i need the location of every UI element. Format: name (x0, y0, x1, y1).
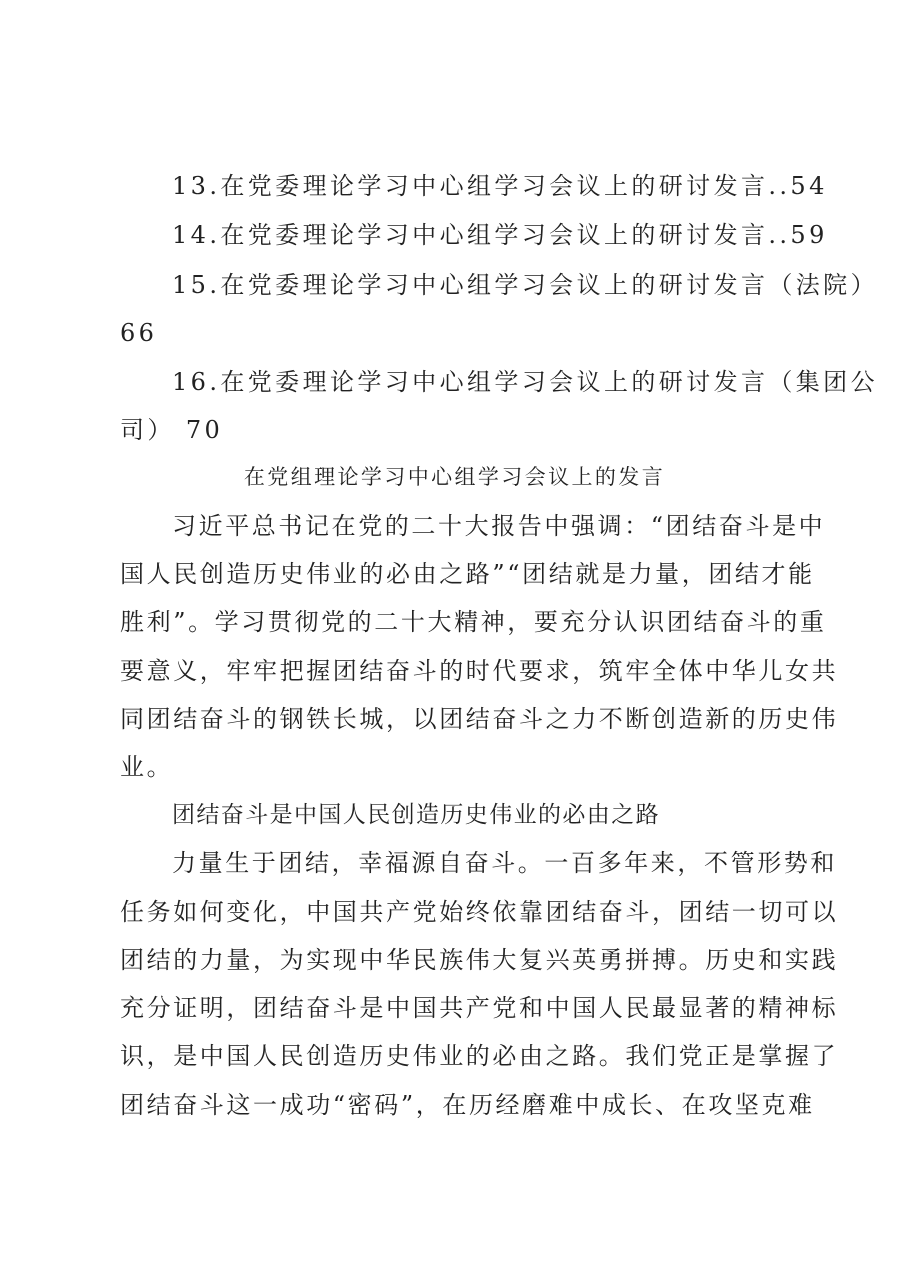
intro-line-2: 国人民创造历史伟业的必由之路”“团结就是力量，团结才能 (120, 560, 815, 588)
body-line-1: 力量生于团结，幸福源自奋斗。一百多年来，不管形势和 (172, 849, 837, 877)
document-title: 在党组理论学习中心组学习会议上的发言 (243, 465, 666, 489)
body-line-4: 充分证明，团结奋斗是中国共产党和中国人民最显著的精神标 (120, 994, 839, 1022)
toc-entry-15: 15.在党委理论学习中心组学习会议上的研讨发言（法院） (172, 271, 878, 299)
toc-entry-15-page: 66 (120, 319, 158, 347)
toc-entry-16: 16.在党委理论学习中心组学习会议上的研讨发言（集团公 (172, 368, 878, 396)
body-line-2: 任务如何变化，中国共产党始终依靠团结奋斗，团结一切可以 (120, 898, 839, 926)
intro-line-6: 业。 (120, 753, 174, 781)
body-line-3: 团结的力量，为实现中华民族伟大复兴英勇拼搏。历史和实践 (120, 946, 839, 974)
intro-line-3: 胜利”。学习贯彻党的二十大精神，要充分认识团结奋斗的重 (120, 608, 827, 636)
section-heading: 团结奋斗是中国人民创造历史伟业的必由之路 (172, 802, 660, 828)
toc-entry-14: 14.在党委理论学习中心组学习会议上的研讨发言..59 (172, 221, 828, 249)
toc-entry-13: 13.在党委理论学习中心组学习会议上的研讨发言..54 (172, 172, 828, 200)
toc-entry-16-page: 司） 70 (120, 416, 224, 444)
body-line-5: 识，是中国人民创造历史伟业的必由之路。我们党正是掌握了 (120, 1042, 839, 1070)
intro-line-4: 要意义，牢牢把握团结奋斗的时代要求，筑牢全体中华儿女共 (120, 657, 839, 685)
body-line-6: 团结奋斗这一成功“密码”，在历经磨难中成长、在攻坚克难 (120, 1091, 815, 1119)
intro-line-1: 习近平总书记在党的二十大报告中强调：“团结奋斗是中 (172, 512, 826, 540)
intro-line-5: 同团结奋斗的钢铁长城，以团结奋斗之力不断创造新的历史伟 (120, 705, 839, 733)
